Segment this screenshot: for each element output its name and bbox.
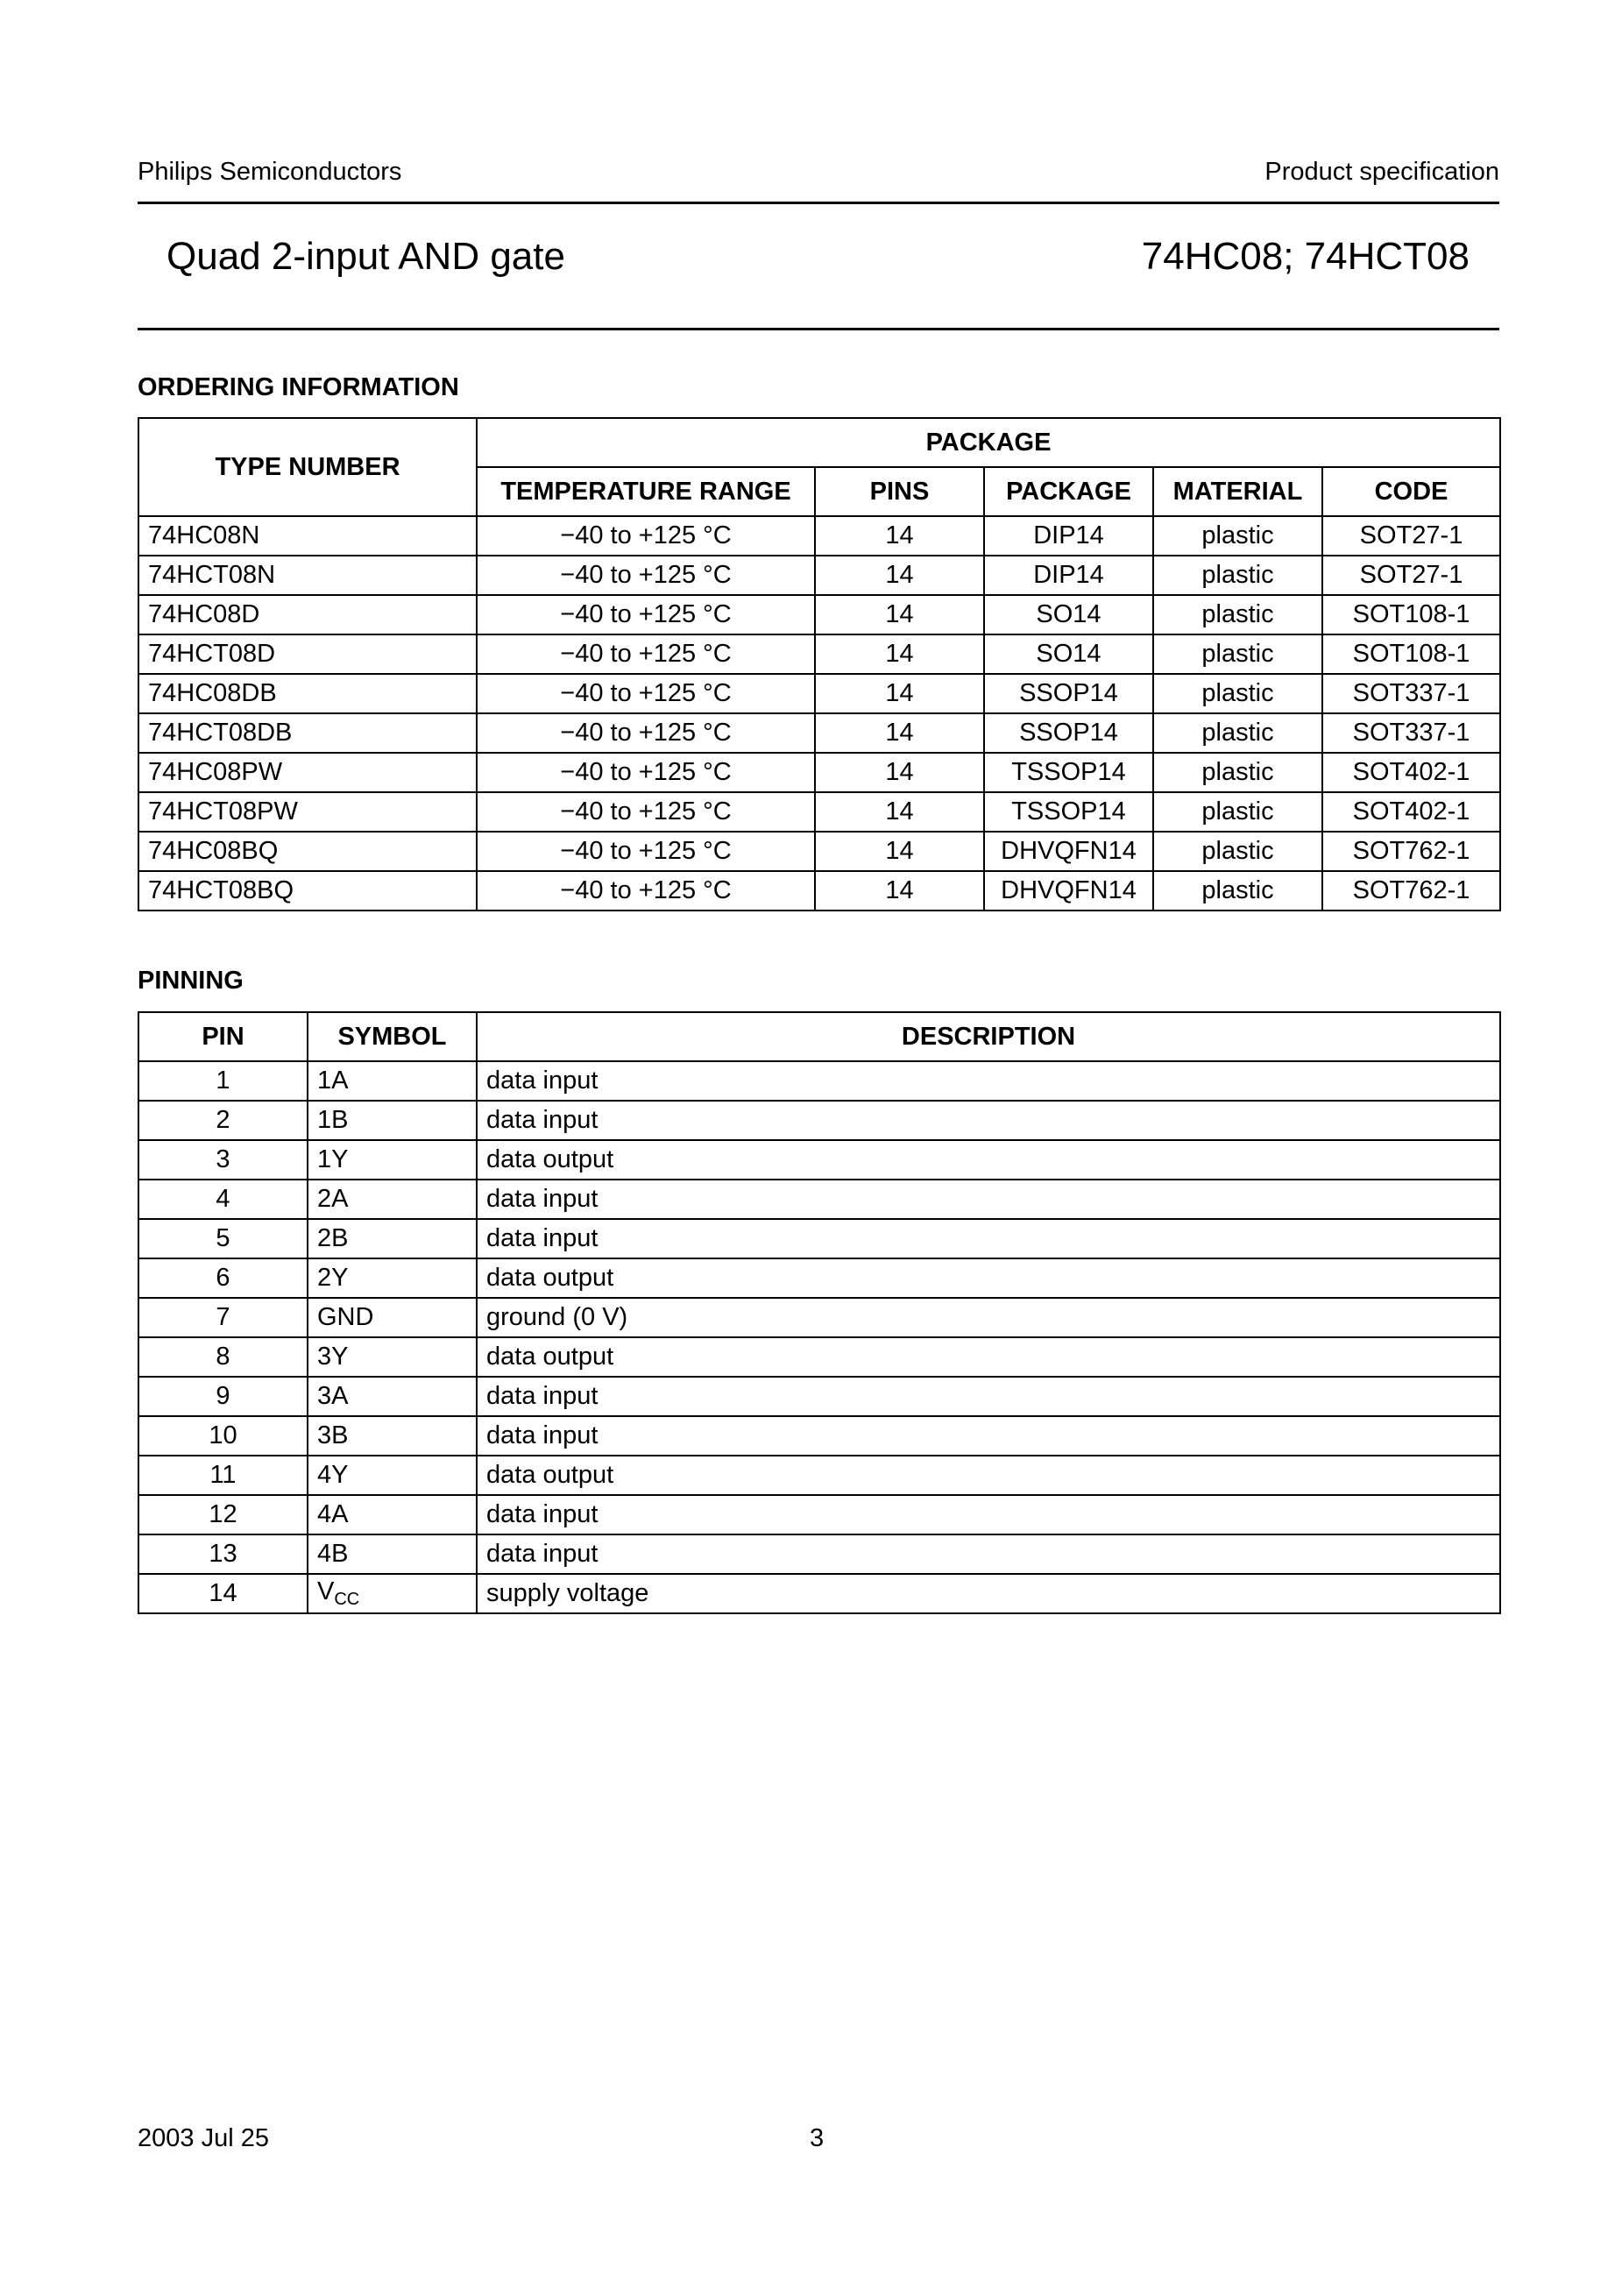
pins-cell: 14 [815, 871, 984, 911]
pin-cell: 6 [138, 1258, 308, 1298]
pins-cell: 14 [815, 516, 984, 556]
pins-cell: 14 [815, 556, 984, 595]
package-cell: TSSOP14 [984, 753, 1153, 792]
package-cell: SO14 [984, 595, 1153, 634]
table-row [138, 1258, 1500, 1298]
table-row [138, 674, 1500, 713]
code-cell: SOT337-1 [1322, 674, 1500, 713]
description-cell: data output [477, 1456, 1500, 1495]
material-cell: plastic [1153, 832, 1322, 871]
material-cell: plastic [1153, 674, 1322, 713]
ordering-rows [138, 516, 1500, 911]
temperature-cell: −40 to +125 °C [477, 753, 815, 792]
package-cell: DHVQFN14 [984, 832, 1153, 871]
header-material: MATERIAL [1153, 467, 1322, 516]
symbol-cell: 1B [308, 1101, 477, 1140]
title-row [166, 235, 1470, 279]
header-code: CODE [1322, 467, 1500, 516]
pinning-table [138, 1011, 1501, 1614]
table-row [138, 1534, 1500, 1574]
symbol-cell: GND [308, 1298, 477, 1337]
code-cell: SOT108-1 [1322, 634, 1500, 674]
temperature-cell: −40 to +125 °C [477, 516, 815, 556]
symbol-subscript: CC [334, 1590, 360, 1609]
material-cell: plastic [1153, 713, 1322, 753]
table-row [138, 792, 1500, 832]
type-number-cell: 74HCT08N [138, 556, 477, 595]
company-name: Philips Semiconductors [138, 158, 402, 186]
pin-cell: 11 [138, 1456, 308, 1495]
code-cell: SOT108-1 [1322, 595, 1500, 634]
table-row [138, 832, 1500, 871]
code-cell: SOT27-1 [1322, 516, 1500, 556]
header-symbol: SYMBOL [308, 1012, 477, 1061]
code-cell: SOT762-1 [1322, 832, 1500, 871]
header-temperature-range: TEMPERATURE RANGE [477, 467, 815, 516]
package-cell: DIP14 [984, 556, 1153, 595]
package-cell: DIP14 [984, 516, 1153, 556]
header-package-group: PACKAGE [477, 418, 1500, 467]
type-number-cell: 74HC08PW [138, 753, 477, 792]
table-row [138, 1456, 1500, 1495]
description-cell: data input [477, 1377, 1500, 1416]
description-cell: supply voltage [477, 1574, 1500, 1613]
table-row [138, 1416, 1500, 1456]
pin-cell: 12 [138, 1495, 308, 1534]
symbol-cell: 4A [308, 1495, 477, 1534]
temperature-cell: −40 to +125 °C [477, 595, 815, 634]
pin-cell: 1 [138, 1061, 308, 1101]
symbol-cell: 4B [308, 1534, 477, 1574]
pinning-vcc-row-group [138, 1574, 1500, 1613]
package-cell: SSOP14 [984, 713, 1153, 753]
pin-cell: 3 [138, 1140, 308, 1180]
temperature-cell: −40 to +125 °C [477, 792, 815, 832]
page-number: 3 [810, 2124, 825, 2152]
header-pins: PINS [815, 467, 984, 516]
pins-cell: 14 [815, 713, 984, 753]
pin-cell: 9 [138, 1377, 308, 1416]
symbol-cell: 3Y [308, 1337, 477, 1377]
document-type: Product specification [1264, 158, 1499, 186]
material-cell: plastic [1153, 634, 1322, 674]
temperature-cell: −40 to +125 °C [477, 674, 815, 713]
symbol-cell: 3A [308, 1377, 477, 1416]
type-number-cell: 74HCT08DB [138, 713, 477, 753]
table-row [138, 556, 1500, 595]
header-rule-bottom [138, 328, 1499, 330]
symbol-cell: 3B [308, 1416, 477, 1456]
code-cell: SOT402-1 [1322, 792, 1500, 832]
code-cell: SOT402-1 [1322, 753, 1500, 792]
pins-cell: 14 [815, 595, 984, 634]
description-cell: ground (0 V) [477, 1298, 1500, 1337]
pin-cell: 2 [138, 1101, 308, 1140]
package-cell: SSOP14 [984, 674, 1153, 713]
part-numbers: 74HC08; 74HCT08 [1141, 235, 1470, 278]
description-cell: data input [477, 1101, 1500, 1140]
pins-cell: 14 [815, 832, 984, 871]
description-cell: data output [477, 1337, 1500, 1377]
pin-cell: 4 [138, 1180, 308, 1219]
symbol-cell: 1Y [308, 1140, 477, 1180]
description-cell: data input [477, 1180, 1500, 1219]
temperature-cell: −40 to +125 °C [477, 713, 815, 753]
symbol-cell: 2A [308, 1180, 477, 1219]
symbol-cell: 2Y [308, 1258, 477, 1298]
table-row [138, 1337, 1500, 1377]
pins-cell: 14 [815, 792, 984, 832]
header-pin: PIN [138, 1012, 308, 1061]
pin-cell: 10 [138, 1416, 308, 1456]
footer-date: 2003 Jul 25 [138, 2124, 269, 2152]
table-row [138, 1180, 1500, 1219]
symbol-main: V [317, 1577, 335, 1605]
document-title: Quad 2-input AND gate [166, 235, 565, 278]
package-cell: DHVQFN14 [984, 871, 1153, 911]
description-cell: data output [477, 1258, 1500, 1298]
pins-cell: 14 [815, 753, 984, 792]
temperature-cell: −40 to +125 °C [477, 832, 815, 871]
package-cell: TSSOP14 [984, 792, 1153, 832]
header-type-number: TYPE NUMBER [138, 418, 477, 516]
pins-cell: 14 [815, 674, 984, 713]
header-rule-top [138, 202, 1499, 204]
pins-cell: 14 [815, 634, 984, 674]
type-number-cell: 74HCT08D [138, 634, 477, 674]
type-number-cell: 74HC08DB [138, 674, 477, 713]
table-row [138, 753, 1500, 792]
pin-cell: 14 [138, 1574, 308, 1613]
description-cell: data output [477, 1140, 1500, 1180]
temperature-cell: −40 to +125 °C [477, 871, 815, 911]
header-description: DESCRIPTION [477, 1012, 1500, 1061]
pin-cell: 8 [138, 1337, 308, 1377]
type-number-cell: 74HCT08BQ [138, 871, 477, 911]
package-cell: SO14 [984, 634, 1153, 674]
table-row [138, 634, 1500, 674]
table-row [138, 595, 1500, 634]
symbol-cell [308, 1574, 477, 1613]
material-cell: plastic [1153, 556, 1322, 595]
description-cell: data input [477, 1495, 1500, 1534]
pin-cell: 5 [138, 1219, 308, 1258]
type-number-cell: 74HCT08PW [138, 792, 477, 832]
table-row [138, 871, 1500, 911]
pin-cell: 13 [138, 1534, 308, 1574]
temperature-cell: −40 to +125 °C [477, 634, 815, 674]
table-row [138, 1219, 1500, 1258]
table-row [138, 1377, 1500, 1416]
pin-cell: 7 [138, 1298, 308, 1337]
symbol-cell: 1A [308, 1061, 477, 1101]
material-cell: plastic [1153, 516, 1322, 556]
table-row [138, 1061, 1500, 1101]
pinning-section-title: PINNING [138, 967, 244, 995]
symbol-cell: 4Y [308, 1456, 477, 1495]
table-row [138, 1101, 1500, 1140]
page-header [138, 158, 1499, 187]
header-package: PACKAGE [984, 467, 1153, 516]
code-cell: SOT337-1 [1322, 713, 1500, 753]
type-number-cell: 74HC08N [138, 516, 477, 556]
material-cell: plastic [1153, 792, 1322, 832]
description-cell: data input [477, 1219, 1500, 1258]
type-number-cell: 74HC08D [138, 595, 477, 634]
pinning-rows [138, 1061, 1500, 1574]
table-row [138, 516, 1500, 556]
code-cell: SOT762-1 [1322, 871, 1500, 911]
code-cell: SOT27-1 [1322, 556, 1500, 595]
ordering-section-title: ORDERING INFORMATION [138, 373, 459, 401]
table-row [138, 1574, 1500, 1613]
description-cell: data input [477, 1534, 1500, 1574]
table-row [138, 1298, 1500, 1337]
table-row [138, 1140, 1500, 1180]
description-cell: data input [477, 1061, 1500, 1101]
temperature-cell: −40 to +125 °C [477, 556, 815, 595]
material-cell: plastic [1153, 595, 1322, 634]
symbol-cell: 2B [308, 1219, 477, 1258]
material-cell: plastic [1153, 871, 1322, 911]
ordering-table [138, 417, 1501, 911]
description-cell: data input [477, 1416, 1500, 1456]
table-row [138, 713, 1500, 753]
type-number-cell: 74HC08BQ [138, 832, 477, 871]
material-cell: plastic [1153, 753, 1322, 792]
table-row [138, 1495, 1500, 1534]
